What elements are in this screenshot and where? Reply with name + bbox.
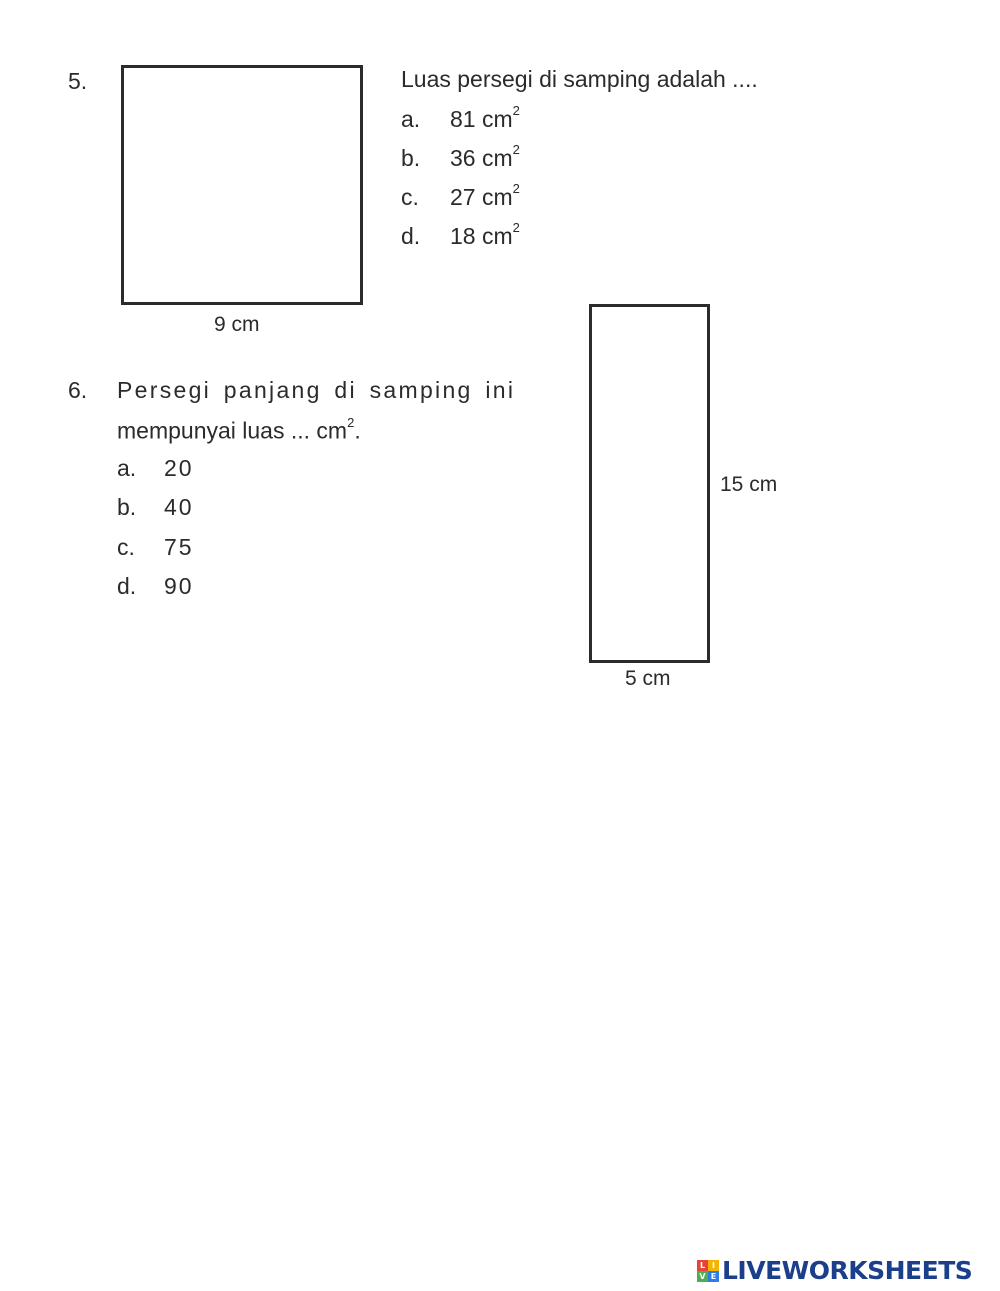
option-letter: b. [117, 494, 137, 520]
q5-option-a[interactable] [401, 103, 520, 133]
rectangle-width-label: 5 cm [625, 667, 671, 690]
question-5-number: 5. [68, 68, 88, 94]
q6-option-a[interactable] [117, 455, 194, 482]
square-figure [121, 65, 363, 305]
option-exponent: 2 [512, 103, 520, 119]
question-6-period: . [354, 417, 361, 444]
option-value: 81 cm [450, 106, 513, 132]
option-letter: b. [401, 145, 421, 171]
option-letter: c. [117, 534, 135, 560]
option-value: 36 cm [450, 145, 513, 171]
q6-option-c[interactable] [117, 534, 194, 561]
q5-option-c[interactable] [401, 181, 520, 211]
option-value: 27 cm [450, 184, 513, 210]
question-6-text-line1: Persegi panjang di samping ini [117, 377, 516, 403]
question-6-text: mempunyai luas ... cm [117, 417, 348, 444]
option-letter: d. [401, 223, 421, 249]
live-grid-icon [697, 1260, 719, 1282]
option-value: 75 [164, 534, 194, 560]
logo-letter-v: V [697, 1271, 708, 1282]
square-side-label: 9 cm [214, 313, 260, 336]
option-letter: a. [401, 106, 421, 132]
q6-option-d[interactable] [117, 573, 194, 600]
option-value: 18 cm [450, 223, 513, 249]
option-exponent: 2 [512, 220, 520, 236]
rectangle-height-label: 15 cm [720, 473, 778, 496]
option-exponent: 2 [512, 142, 520, 158]
q5-option-b[interactable] [401, 142, 520, 172]
option-value: 90 [164, 573, 194, 599]
logo-letter-e: E [708, 1271, 719, 1282]
question-6-exponent: 2 [347, 415, 355, 430]
rectangle-figure [589, 304, 710, 663]
q6-option-b[interactable] [117, 494, 194, 521]
option-letter: d. [117, 573, 137, 599]
logo-letter-i: I [708, 1260, 719, 1271]
q5-option-d[interactable] [401, 220, 520, 250]
option-letter: c. [401, 184, 419, 210]
option-exponent: 2 [512, 181, 520, 197]
option-value: 40 [164, 494, 194, 520]
liveworksheets-logo [697, 1256, 972, 1285]
question-5-text: Luas persegi di samping adalah .... [401, 66, 758, 92]
question-6-number: 6. [68, 377, 88, 403]
question-6-text-line2 [117, 415, 361, 444]
option-letter: a. [117, 455, 137, 481]
logo-wordmark: LIVEWORKSHEETS [722, 1256, 973, 1285]
option-value: 20 [164, 455, 194, 481]
logo-letter-l: L [697, 1260, 708, 1271]
